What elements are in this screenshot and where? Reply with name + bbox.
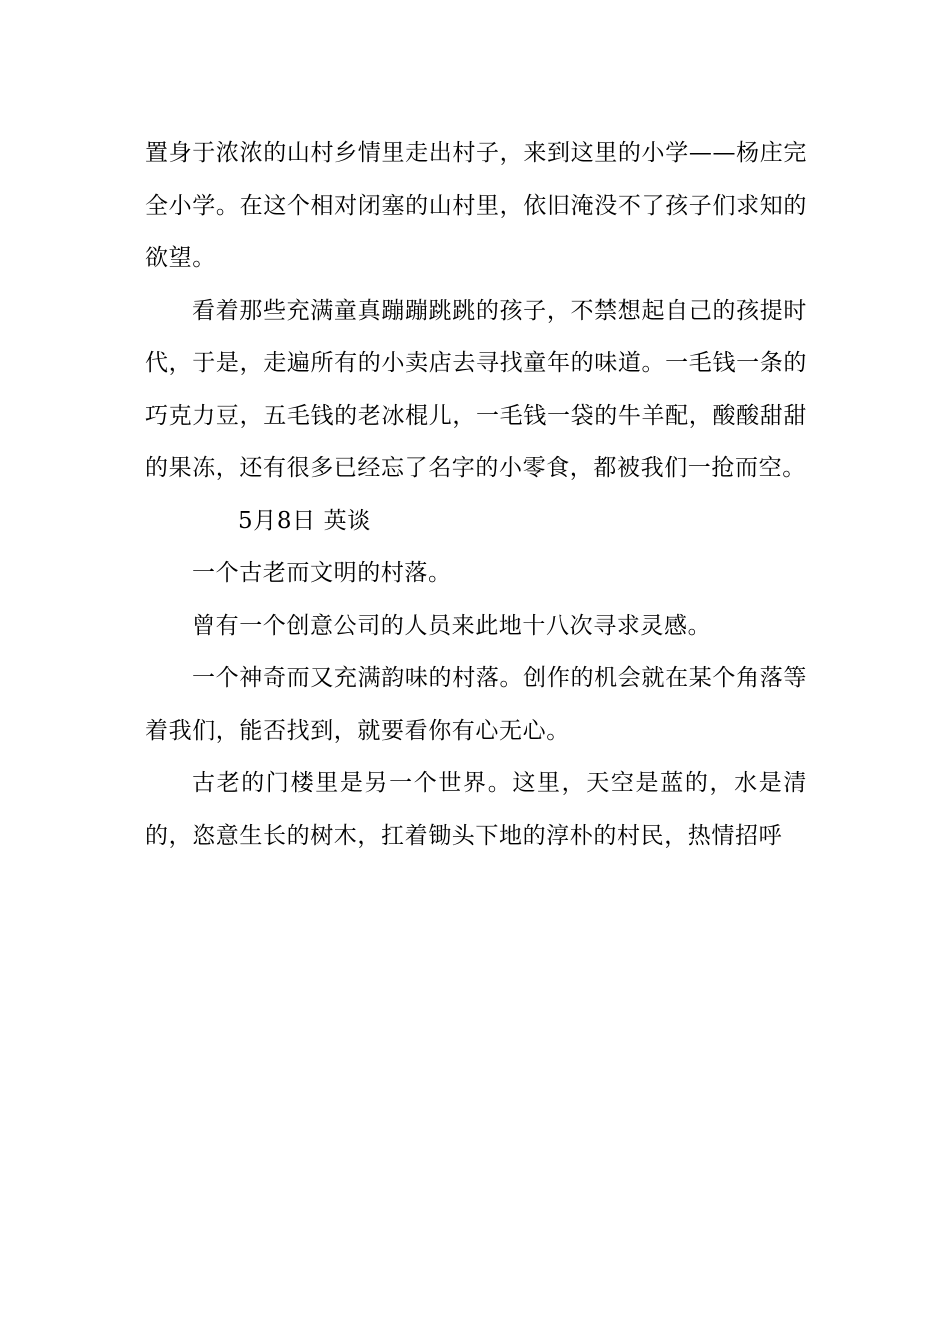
paragraph-2: 看着那些充满童真蹦蹦跳跳的孩子，不禁想起自己的孩提时代，于是，走遍所有的小卖店去寻找童年的味道。一毛钱一条的巧克力豆，五毛钱的老冰棍儿，一毛钱一袋的牛羊配，酸酸甜甜的果冻，还有很多已经忘了名字的小零食，都被我们一抢而空。	[145, 297, 807, 481]
paragraph-5: 一个神奇而又充满韵味的村落。创作的机会就在某个角落等着我们，能否找到，就要看你有心无心。	[145, 665, 807, 744]
entry-author: 英谈	[323, 507, 371, 534]
paragraph-6: 古老的门楼里是另一个世界。这里，天空是蓝的，水是清的，恣意生长的树木，扛着锄头下地的淳朴的村民，热情招呼	[145, 770, 807, 849]
document-body	[145, 127, 807, 862]
paragraph-1: 置身于浓浓的山村乡情里走出村子，来到这里的小学——杨庄完全小学。在这个相对闭塞的山村里，依旧淹没不了孩子们求知的欲望。	[145, 140, 807, 271]
entry-heading	[145, 495, 807, 548]
paragraph-3: 一个古老而文明的村落。	[192, 560, 452, 586]
entry-date: 5月8日	[238, 507, 316, 534]
paragraph-4: 曾有一个创意公司的人员来此地十八次寻求灵感。	[192, 612, 712, 639]
